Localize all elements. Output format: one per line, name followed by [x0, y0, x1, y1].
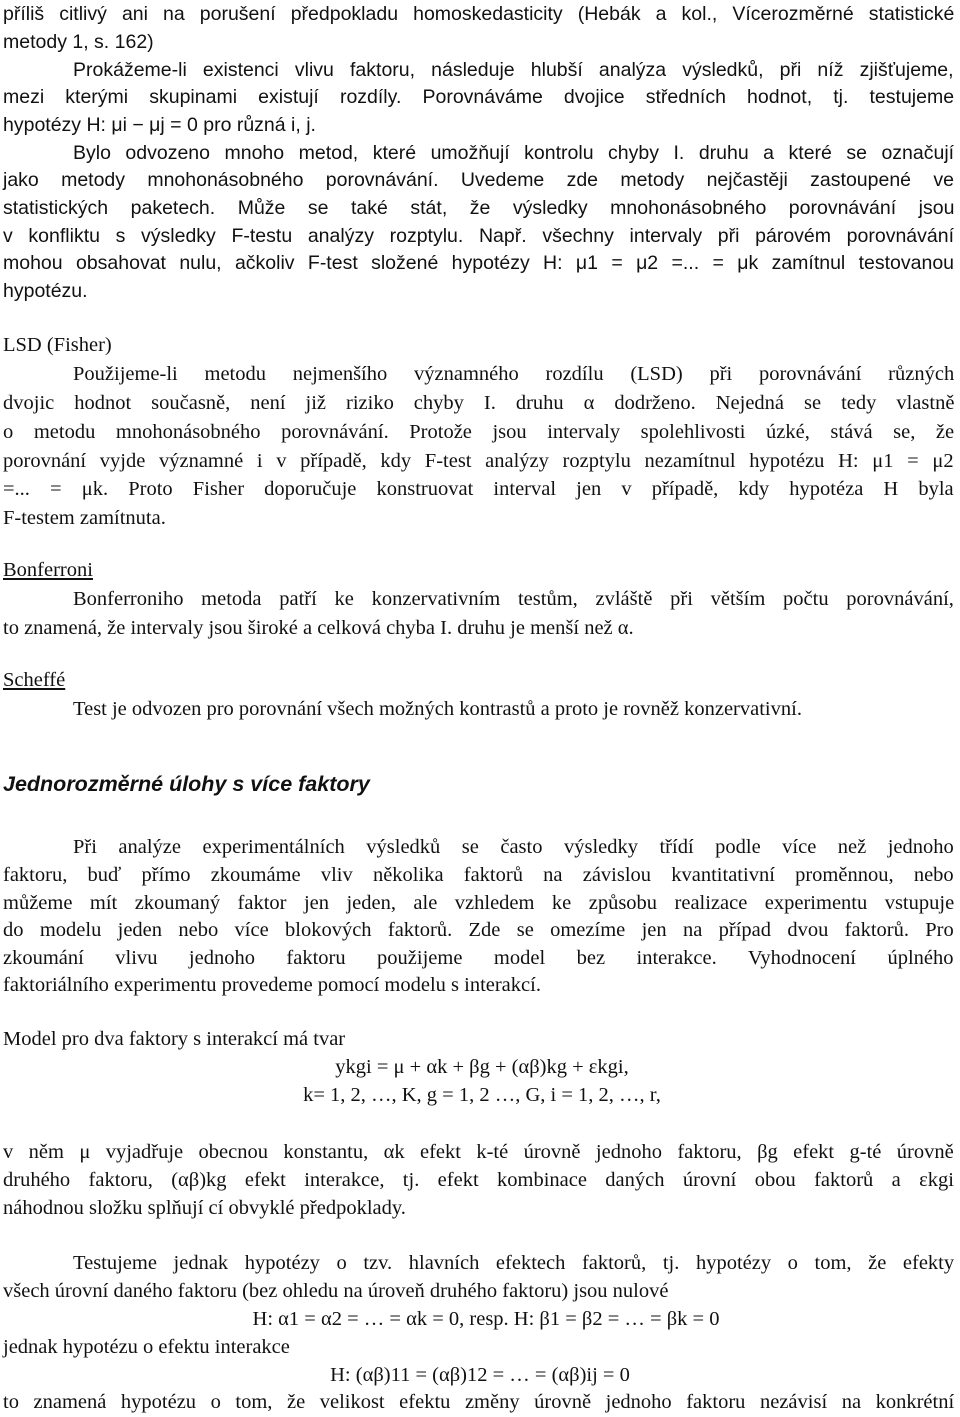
text-line: faktoriálního experimentu provedeme pomocí modelu s interakcí. [3, 974, 541, 996]
text-line: Použijeme-li metodu nejmenšího významného rozdílu (LSD) při porovnávání různých [73, 363, 955, 385]
formula-line: k= 1, 2, …, K, g = 1, 2 …, G, i = 1, 2, …, r, [303, 1084, 661, 1106]
text-line: dvojic hodnot současně, není již riziko chyby I. druhu α dodrženo. Nejedná se tedy vlastně [3, 392, 955, 414]
text-line: faktoru, buď přímo zkoumáme vliv několika faktorů na závislou kvantitativní proměnnou, nebo [3, 864, 954, 886]
subheading: Scheffé [3, 669, 66, 691]
text-line: F-testem zamítnuta. [3, 507, 166, 529]
text-line: zkoumání vlivu jednoho faktoru použijeme model bez interakce. Vyhodnocení úplného [3, 947, 954, 969]
text-line: mezi kterými skupinami existují rozdíly. Porovnáváme dvojice středních hodnot, tj. testujeme [3, 86, 955, 108]
section-heading: Jednorozměrné úlohy s více faktory [3, 772, 370, 796]
text-line: Test je odvozen pro porovnání všech možných kontrastů a proto je rovněž konzervativní. [73, 698, 802, 720]
text-line: Při analýze experimentálních výsledků se často výsledky třídí podle více než jednoho [73, 836, 954, 858]
text-line: porovnání vyjde významné i v případě, kdy F-test analýzy rozptylu nezamítnul hypotézu H: μ1 = μ2 [3, 450, 954, 472]
text-line: Bylo odvozeno mnoho metod, které umožňují kontrolu chyby I. druhu a které se označují [73, 142, 955, 164]
text-line: jednak hypotézu o efektu interakce [3, 1336, 290, 1358]
text-line: metody 1, s. 162) [3, 31, 154, 53]
text-line: do modelu jeden nebo více blokových faktorů. Zde se omezíme jen na případ dvou faktorů. Pro [3, 919, 954, 941]
formula-line: ykgi = μ + αk + βg + (αβ)kg + εkgi, [335, 1056, 629, 1078]
text-line: o metodu mnohonásobného porovnávání. Protože jsou intervaly spolehlivosti úzké, stává se, že [3, 421, 955, 443]
text-line: =... = μk. Proto Fisher doporučuje konstruovat interval jen v případě, kdy hypotéza H byla [3, 478, 954, 500]
formula-line: H: α1 = α2 = … = αk = 0, resp. H: β1 = β2 = … = βk = 0 [252, 1308, 720, 1330]
text-line: hypotézu. [3, 280, 88, 302]
text-line: to znamená, že intervaly jsou široké a celková chyba I. druhu je menší než α. [3, 617, 634, 639]
text-line: Prokážeme-li existenci vlivu faktoru, následuje hlubší analýza výsledků, při níž zjišťujeme, [73, 59, 954, 81]
text-line: všech úrovní daného faktoru (bez ohledu na úroveň druhého faktoru) jsou nulové [3, 1280, 669, 1302]
text-line: jako metody mnohonásobného porovnávání. Uvedeme zde metody nejčastěji zastoupené ve [3, 169, 954, 191]
text-line: druhého faktoru, (αβ)kg efekt interakce, tj. efekt kombinace daných úrovní obou faktorů a εkgi [3, 1169, 954, 1191]
text-line: v něm μ vyjadřuje obecnou konstantu, αk efekt k-té úrovně jednoho faktoru, βg efekt g-té úrovně [3, 1141, 954, 1163]
subheading: Bonferroni [3, 559, 93, 581]
text-line: můžeme mít zkoumaný faktor jen jeden, ale vzhledem ke způsobu realizace experimentu vstupuje [3, 892, 955, 914]
text-line: hypotézy H: μi − μj = 0 pro různá i, j. [3, 114, 316, 136]
text-line: příliš citlivý ani na porušení předpokladu homoskedasticity (Hebák a kol., Vícerozměrné statistické [3, 3, 955, 25]
text-line: Testujeme jednak hypotézy o tzv. hlavních efektech faktorů, tj. hypotézy o tom, že efekty [73, 1252, 955, 1274]
text-line: Bonferroniho metoda patří ke konzervativním testům, zvláště při větším počtu porovnávání, [73, 588, 954, 610]
text-line: mohou obsahovat nulu, ačkoliv F-test složené hypotézy H: μ1 = μ2 =... = μk zamítnul testovanou [3, 252, 955, 274]
text-line: Model pro dva faktory s interakcí má tvar [3, 1028, 346, 1050]
text-line: v konfliktu s výsledky F-testu analýzy rozptylu. Např. všechny intervaly při párovém porovnávání [3, 225, 955, 247]
text-line: statistických paketech. Může se také stát, že výsledky mnohonásobného porovnávání jsou [3, 197, 955, 219]
text-line: náhodnou složku splňují cí obvyklé předpoklady. [3, 1197, 406, 1219]
text-line: LSD (Fisher) [3, 334, 112, 356]
text-line: to znamená hypotézu o tom, že velikost efektu změny úrovně jednoho faktoru nezávisí na konkrétní [3, 1391, 955, 1413]
formula-line: H: (αβ)11 = (αβ)12 = … = (αβ)ij = 0 [330, 1364, 630, 1386]
